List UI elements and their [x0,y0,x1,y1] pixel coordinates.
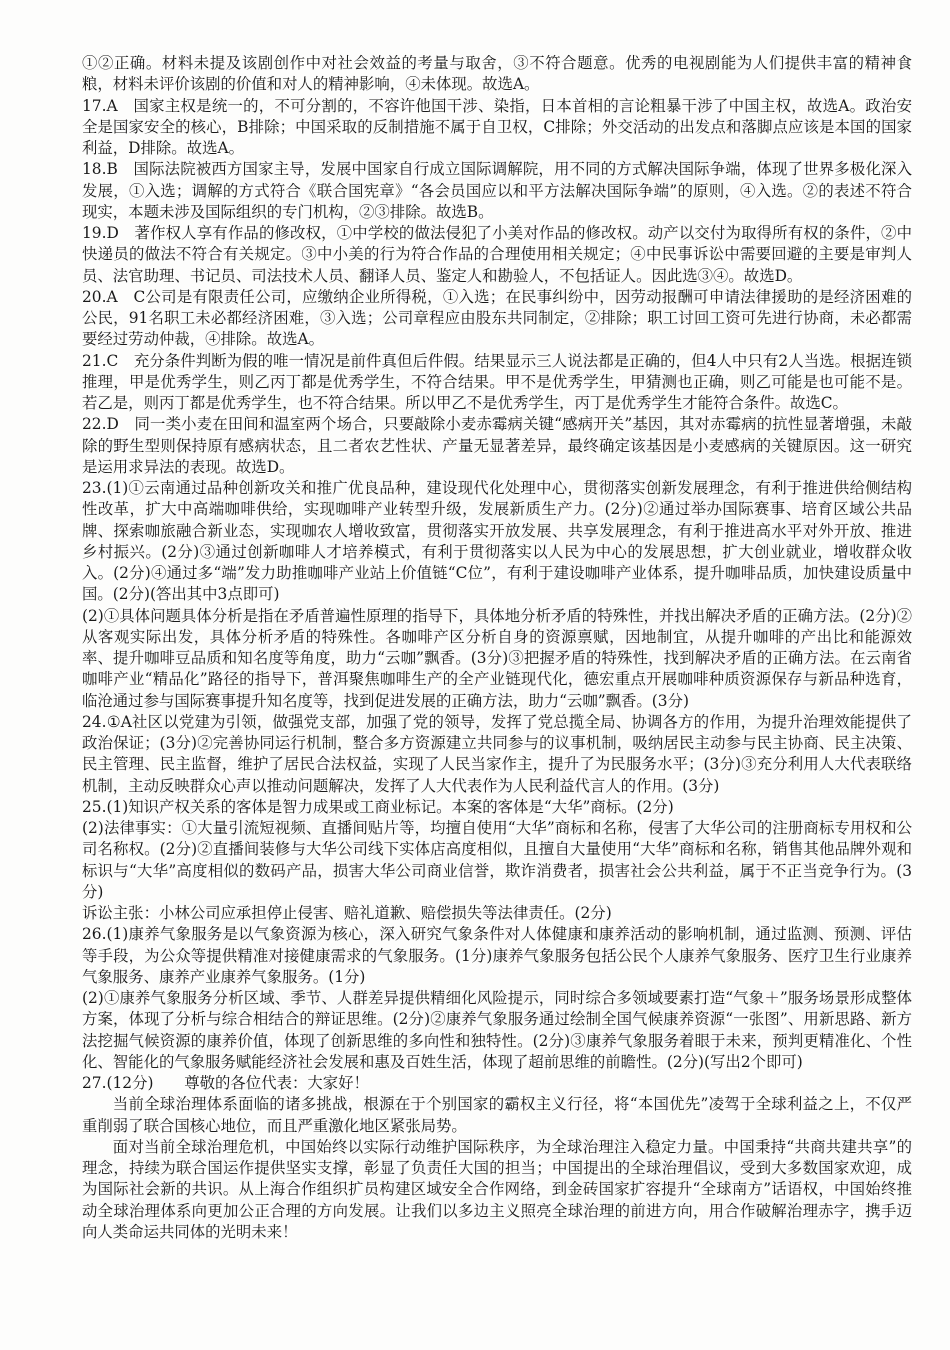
answer-19: 19.D 著作权人享有作品的修改权，①中学校的做法侵犯了小美对作品的修改权。动产以交付为取得所有权的条件，②中快递员的做法不符合有关规定。③中小美的行为符合作品的合理使用相关规定；④中民事诉讼中需要回避的主要是审判人员、法官助理、书记员、司法技术人员、翻译人员、鉴定人和勘验人，不包括证人。因此选③④。故选D。 [82,224,912,285]
paragraph-16-continued: ①②正确。材料未提及该剧创作中对社会效益的考量与取舍，③不符合题意。优秀的电视剧能为人们提供丰富的精神食粮，材料未评价该剧的价值和对人的精神影响，④未体现。故选A。 [82,54,912,94]
answer-17: 17.A 国家主权是统一的，不可分割的，不容许他国干涉、染指，日本首相的言论粗暴干涉了中国主权，故选A。政治安全是国家安全的核心，B排除；中国采取的反制措施不属于自卫权，C排除；外交活动的出发点和落脚点应该是本国的国家利益，D排除。故选A。 [82,96,912,157]
answer-text-body [82,53,912,1243]
answer-26-part2: (2)①康养气象服务分析区域、季节、人群差异提供精细化风险提示，同时综合多领域要素打造“气象＋”服务场景形成整体方案，体现了分析与综合相结合的辩证思维。(2分)②康养气象服务通过绘制全国气候康养资源“一张图”、用新思路、新方法挖掘气候资源的康养价值，体现了创新思维的多向性和独特性。(2分)③康养气象服务着眼于未来，预判更精准化、个性化、智能化的气象服务赋能经济社会发展和惠及百姓生活，体现了超前思维的前瞻性。(2分)(写出2个即可) [82,989,912,1071]
answer-27-paragraph-2: 面对当前全球治理危机，中国始终以实际行动维护国际秩序，为全球治理注入稳定力量。中国秉持“共商共建共享”的理念，持续为联合国运作提供坚实支撑，彰显了负责任大国的担当；中国提出的全球治理倡议，受到大多数国家欢迎，成为国际社会新的共识。从上海合作组织扩员构建区域安全合作网络，到金砖国家扩容提升“全球南方”话语权，中国始终推动全球治理体系向更加公正合理的方向发展。让我们以多边主义照亮全球治理的前进方向，用合作破解治理赤字，携手迈向人类命运共同体的光明未来！ [82,1137,912,1241]
answer-20: 20.A C公司是有限责任公司，应缴纳企业所得税，①入选；在民事纠纷中，因劳动报酬可申请法律援助的是经济困难的公民，91名职工未必都经济困难，③入选；公司章程应由股东共同制定，②排除；职工讨回工资可先进行协商，未必都需要经过劳动仲裁，④排除。故选A。 [82,287,912,349]
answer-18: 18.B 国际法院被西方国家主导，发展中国家自行成立国际调解院，用不同的方式解决国际争端，体现了世界多极化深入发展，①入选；调解的方式符合《联合国宪章》“各会员国应以和平方法解决国际争端”的原则，④入选。②的表述不符合现实，本题未涉及国际组织的专门机构，②③排除。故选B。 [82,160,912,221]
answer-23-part1: 23.(1)①云南通过品种创新攻关和推广优良品种，建设现代化处理中心，贯彻落实创新发展理念，有利于推进供给侧结构性改革，扩大中高端咖啡供给，实现咖啡产业转型升级，发展新质生产力。(2分)②通过举办国际赛事、培育区域公共品牌、探索咖旅融合新业态，实现咖农人增收致富，贯彻落实开放发展、共享发展理念，有利于推进高水平对外开放、推进乡村振兴。(2分)③通过创新咖啡人才培养模式，有利于贯彻落实以人民为中心的发展思想，扩大创业就业，增收群众收入。(2分)④通过多“端”发力助推咖啡产业站上价值链“C位”，有利于建设咖啡产业体系，提升咖啡品质，加快建设质量中国。(2分)(答出其中3点即可) [82,479,912,604]
answer-25-part1: 25.(1)知识产权关系的客体是智力成果或工商业标记。本案的客体是“大华”商标。(2分) [82,797,674,816]
answer-27-paragraph-1: 当前全球治理体系面临的诸多挑战，根源在于个别国家的霸权主义行径，将“本国优先”凌驾于全球利益之上，不仅严重削弱了联合国核心地位，而且严重激化地区紧张局势。 [82,1095,912,1135]
answer-25-claim: 诉讼主张：小林公司应承担停止侵害、赔礼道歉、赔偿损失等法律责任。(2分) [82,904,612,922]
answer-24: 24.①A社区以党建为引领，做强党支部，加强了党的领导，发挥了党总揽全局、协调各方的作用，为提升治理效能提供了政治保证；(3分)②完善协同运行机制，整合多方资源建立共同参与的议事机制，吸纳居民主动参与民主协商、民主决策、民主管理、民主监督，维护了居民合法权益，实现了人民当家作主，提升了为民服务水平；(3分)③充分利用人大代表联络机制，主动反映群众心声以推动问题解决，发挥了人大代表作为人民利益代言人的作用。(3分) [82,712,912,795]
answer-25-part2: (2)法律事实：①大量引流短视频、直播间贴片等，均擅自使用“大华”商标和名称，侵害了大华公司的注册商标专用权和公司名称权。(2分)②直播间装修与大华公司线下实体店高度相似，且擅自大量使用“大华”商标和名称，销售其他品牌外观和标识与“大华”高度相似的数码产品，损害大华公司商业信誉，欺诈消费者，损害社会公共利益，属于不正当竞争行为。(3分) [82,819,912,901]
answer-21: 21.C 充分条件判断为假的唯一情况是前件真但后件假。结果显示三人说法都是正确的，但4人中只有2人当选。根据连锁推理，甲是优秀学生，则乙丙丁都是优秀学生，不符合结果。甲不是优秀学生，甲猜测也正确，则乙可能是也可能不是。若乙是，则丙丁都是优秀学生，也不符合结果。所以甲乙不是优秀学生，丙丁是优秀学生才能符合条件。故选C。 [82,351,912,412]
answer-27-heading: 27.(12分) 尊敬的各位代表：大家好！ [82,1074,369,1092]
answer-26-part1: 26.(1)康养气象服务是以气象资源为核心，深入研究气象条件对人体健康和康养活动的影响机制，通过监测、预测、评估等手段，为公众等提供精准对接健康需求的气象服务。(1分)康养气象服务包括公民个人康养气象服务、医疗卫生行业康养气象服务、康养产业康养气象服务。(1分) [82,925,912,986]
answer-22: 22.D 同一类小麦在田间和温室两个场合，只要敲除小麦赤霉病关键“感病开关”基因，其对赤霉病的抗性显著增强，未敲除的野生型则保持原有感病状态，且二者农艺性状、产量无显著差异，最终确定该基因是小麦感病的关键原因。这一研究是运用求异法的表现。故选D。 [82,415,912,476]
answer-23-part2: (2)①具体问题具体分析是指在矛盾普遍性原理的指导下，具体地分析矛盾的特殊性，并找出解决矛盾的正确方法。(2分)②从客观实际出发，具体分析矛盾的特殊性。各咖啡产区分析自身的资源禀赋，因地制宜，从提升咖啡的产出比和能源效率、提升咖啡豆品质和知名度等角度，助力“云咖”飘香。(3分)③把握矛盾的特殊性，找到解决矛盾的正确方法。在云南省咖啡产业“精品化”路径的指导下，普洱聚焦咖啡生产的全产业链现代化，德宏重点开展咖啡种质资源保存与新品种选育，临沧通过参与国际赛事提升知名度等，找到促进发展的正确方法，助力“云咖”飘香。(3分) [82,606,912,710]
